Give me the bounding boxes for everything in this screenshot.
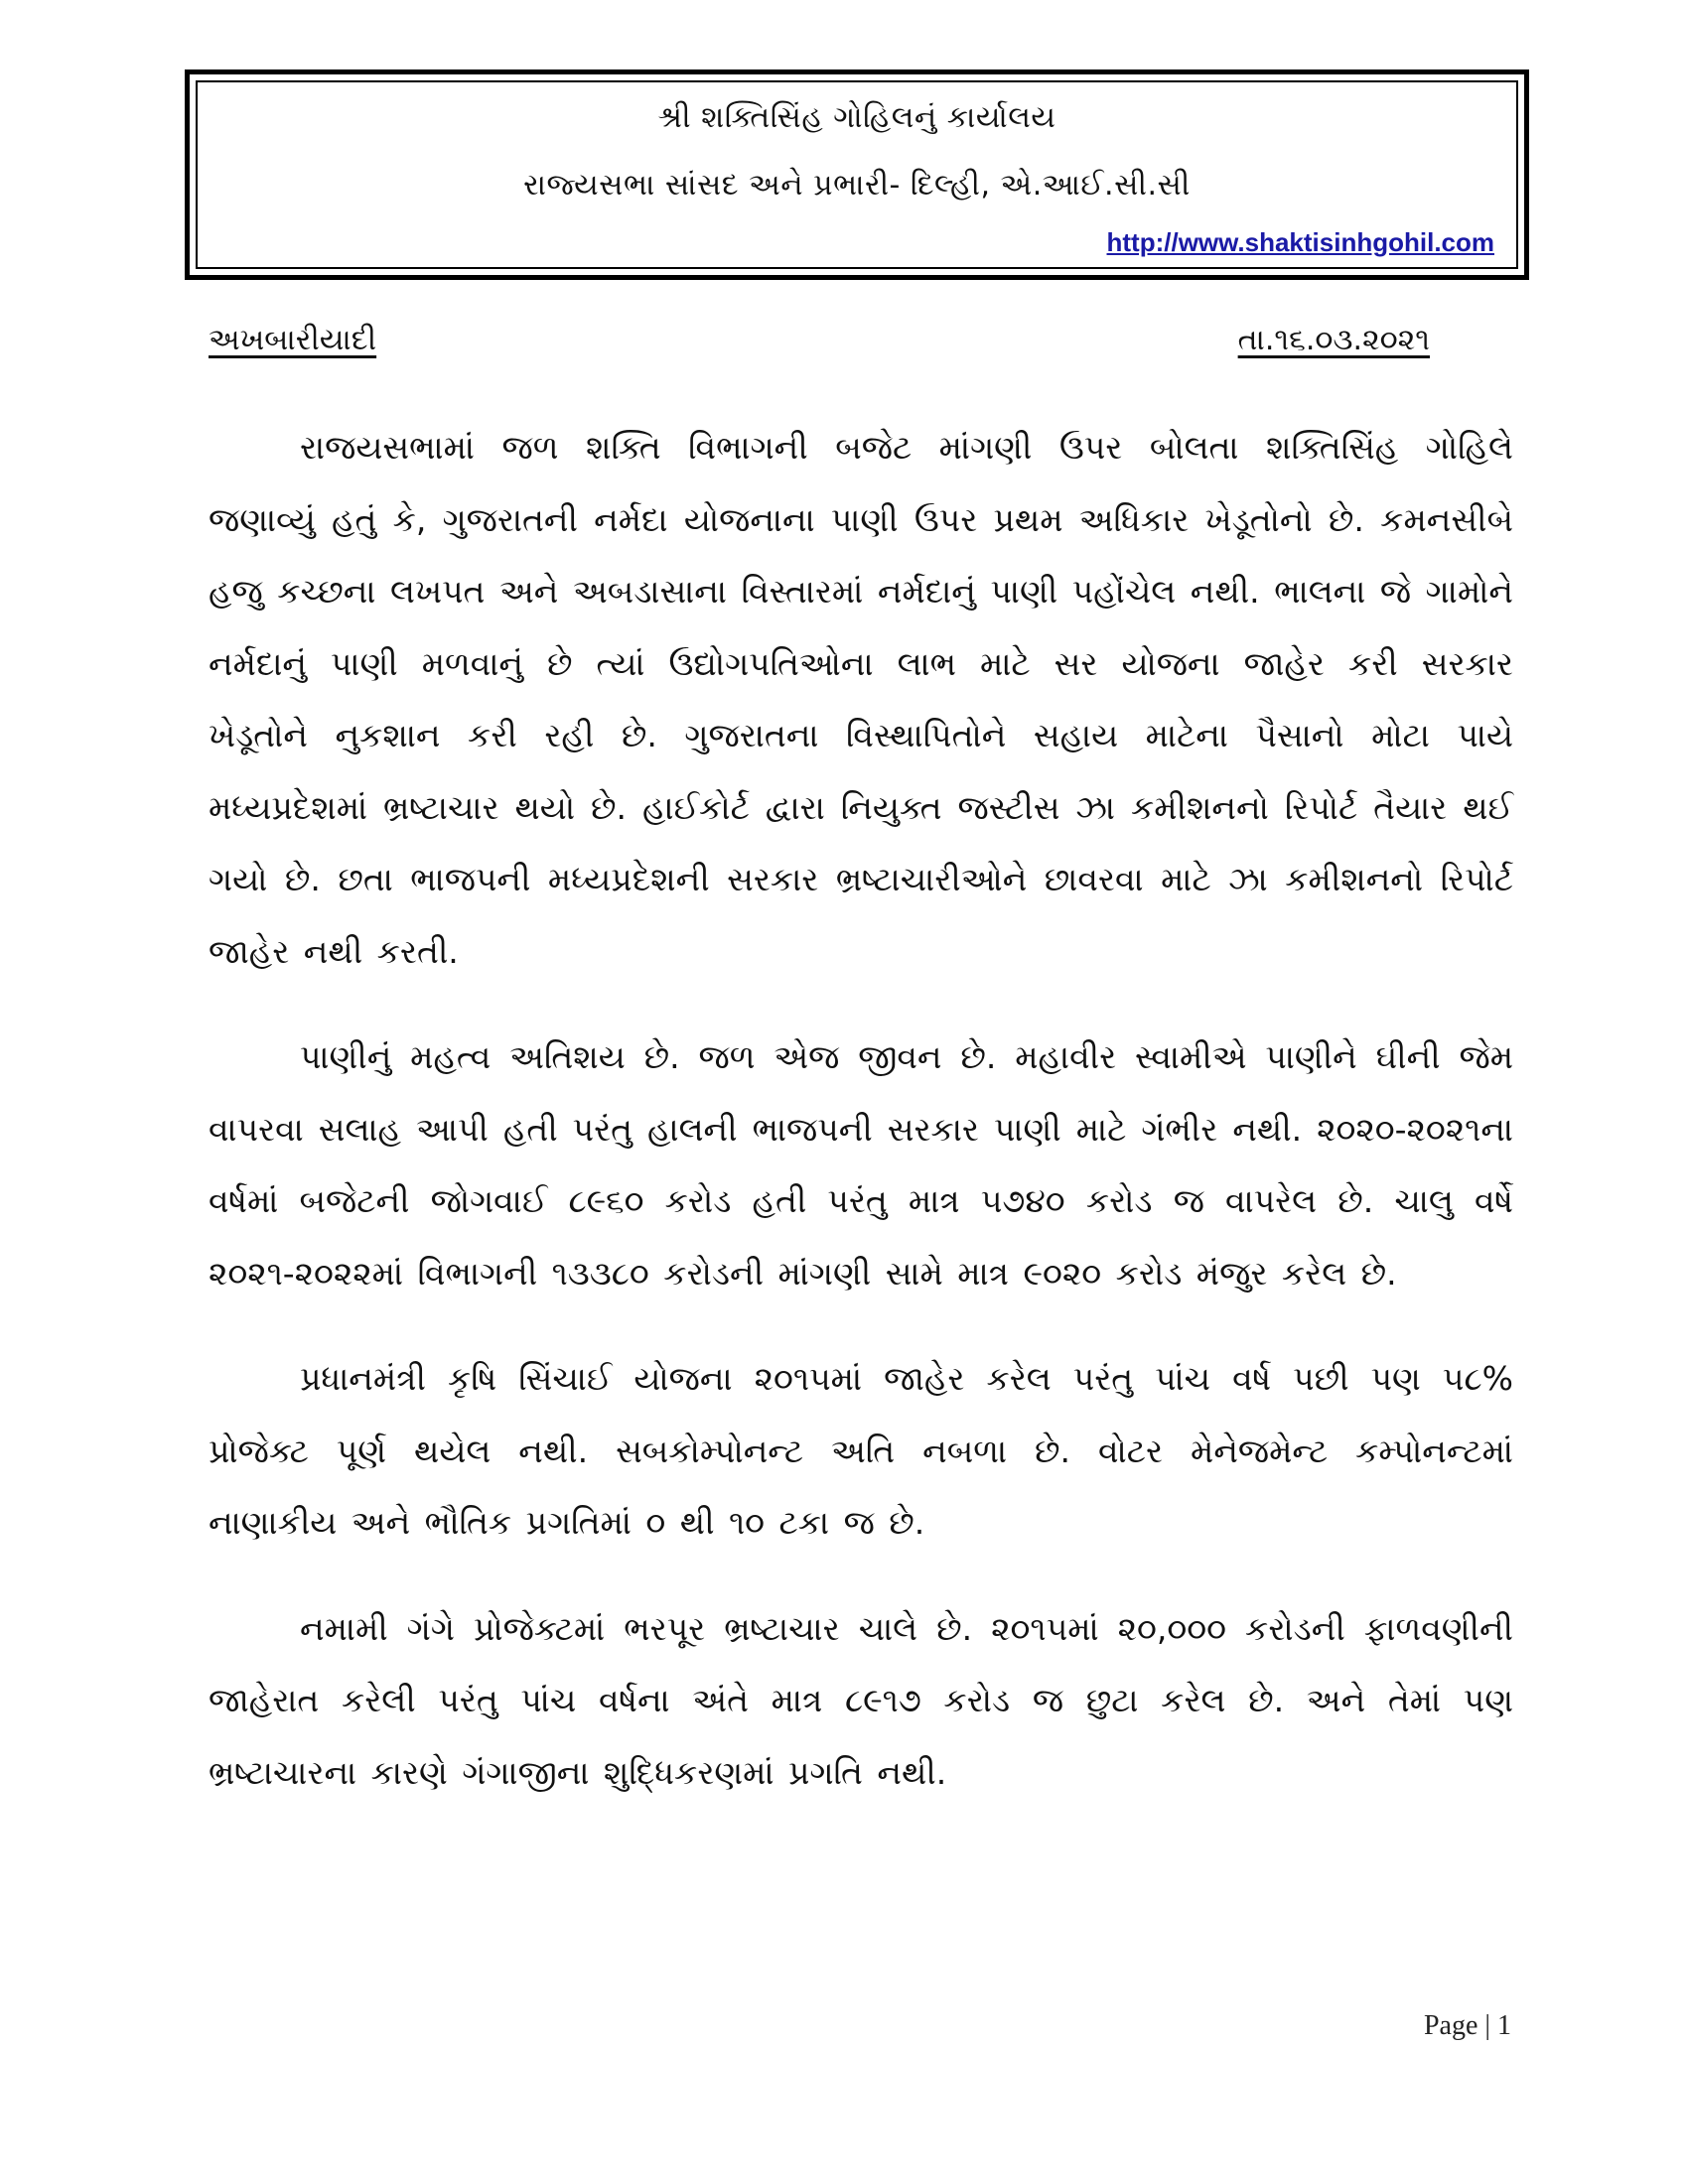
- press-note-heading: [209, 323, 1430, 368]
- press-note-date: તા.૧૬.૦૩.૨૦૨૧: [1237, 323, 1430, 357]
- letterhead-box: [185, 69, 1529, 280]
- page-number: Page | 1: [1423, 2010, 1511, 2041]
- website-link[interactable]: http://www.shaktisinhgohil.com: [1106, 227, 1494, 257]
- press-note-label: અખબારીયાદી: [209, 323, 377, 357]
- letterhead-inner-border: [196, 80, 1518, 269]
- paragraph-2: પાણીનું મહત્વ અતિશય છે. જળ એજ જીવન છે. મહાવીર સ્વામીએ પાણીને ઘીની જેમ વાપરવા સલાહ આપી હતી પરંતુ હાલની ભાજપની સરકાર પાણી માટે ગંભીર નથી. ૨૦૨૦-૨૦૨૧ના વર્ષમાં બજેટની જોગવાઈ ૮૯૬૦ કરોડ હતી પરંતુ માત્ર ૫૭૪૦ કરોડ જ વાપરેલ છે. ચાલુ વર્ષે ૨૦૨૧-૨૦૨૨માં વિભાગની ૧૩૩૮૦ કરોડની માંગણી સામે માત્ર ૯૦૨૦ કરોડ મંજુર કરેલ છે.: [209, 1037, 1513, 1293]
- office-subtitle: રાજ્યસભા સાંસદ અને પ્રભારી- દિલ્હી, એ.આઈ.સી.સી: [523, 168, 1191, 203]
- office-title: શ્રી શક્તિસિંહ ગોહિલનું કાર્યાલય: [657, 100, 1056, 135]
- press-note-body: [209, 412, 1513, 1843]
- paragraph-3: પ્રધાનમંત્રી કૃષિ સિંચાઈ યોજના ૨૦૧૫માં જાહેર કરેલ પરંતુ પાંચ વર્ષ પછી પણ ૫૮% પ્રોજેક્ટ પૂર્ણ થયેલ નથી. સબકોમ્પોનન્ટ અતિ નબળા છે. વોટર મેનેજમેન્ટ કમ્પોનન્ટમાં નાણાકીય અને ભૌતિક પ્રગતિમાં ૦ થી ૧૦ ટકા જ છે.: [209, 1359, 1513, 1542]
- paragraph-1: રાજયસભામાં જળ શક્તિ વિભાગની બજેટ માંગણી ઉપર બોલતા શક્તિસિંહ ગોહિલે જણાવ્યું હતું કે, ગુજરાતની નર્મદા યોજનાના પાણી ઉપર પ્રથમ અધિકાર ખેડૂતોનો છે. કમનસીબે હજુ કચ્છના લખપત અને અબડાસાના વિસ્તારમાં નર્મદાનું પાણી પહોંચેલ નથી. ભાલના જે ગામોને નર્મદાનું પાણી મળવાનું છે ત્યાં ઉદ્યોગપતિઓના લાભ માટે સર યોજના જાહેર કરી સરકાર ખેડૂતોને નુકશાન કરી રહી છે. ગુજરાતના વિસ્થાપિતોને સહાય માટેના પૈસાનો મોટા પાયે મધ્યપ્રદેશમાં ભ્રષ્ટાચાર થયો છે. હાઈકોર્ટ દ્વારા નિયુક્ત જસ્ટીસ ઝા કમીશનનો રિપોર્ટ તૈયાર થઈ ગયો છે. છતા ભાજપની મધ્યપ્રદેશની સરકાર ભ્રષ્ટાચારીઓને છાવરવા માટે ઝા કમીશનનો રિપોર્ટ જાહેર નથી કરતી.: [209, 428, 1513, 971]
- paragraph-4: નમામી ગંગે પ્રોજેક્ટમાં ભરપૂર ભ્રષ્ટાચાર ચાલે છે. ૨૦૧૫માં ૨૦,૦૦૦ કરોડની ફાળવણીની જાહેરાત કરેલી પરંતુ પાંચ વર્ષના અંતે માત્ર ૮૯૧૭ કરોડ જ છુટા કરેલ છે. અને તેમાં પણ ભ્રષ્ટાચારના કારણે ગંગાજીના શુદ્ધિકરણમાં પ્રગતિ નથી.: [209, 1608, 1513, 1792]
